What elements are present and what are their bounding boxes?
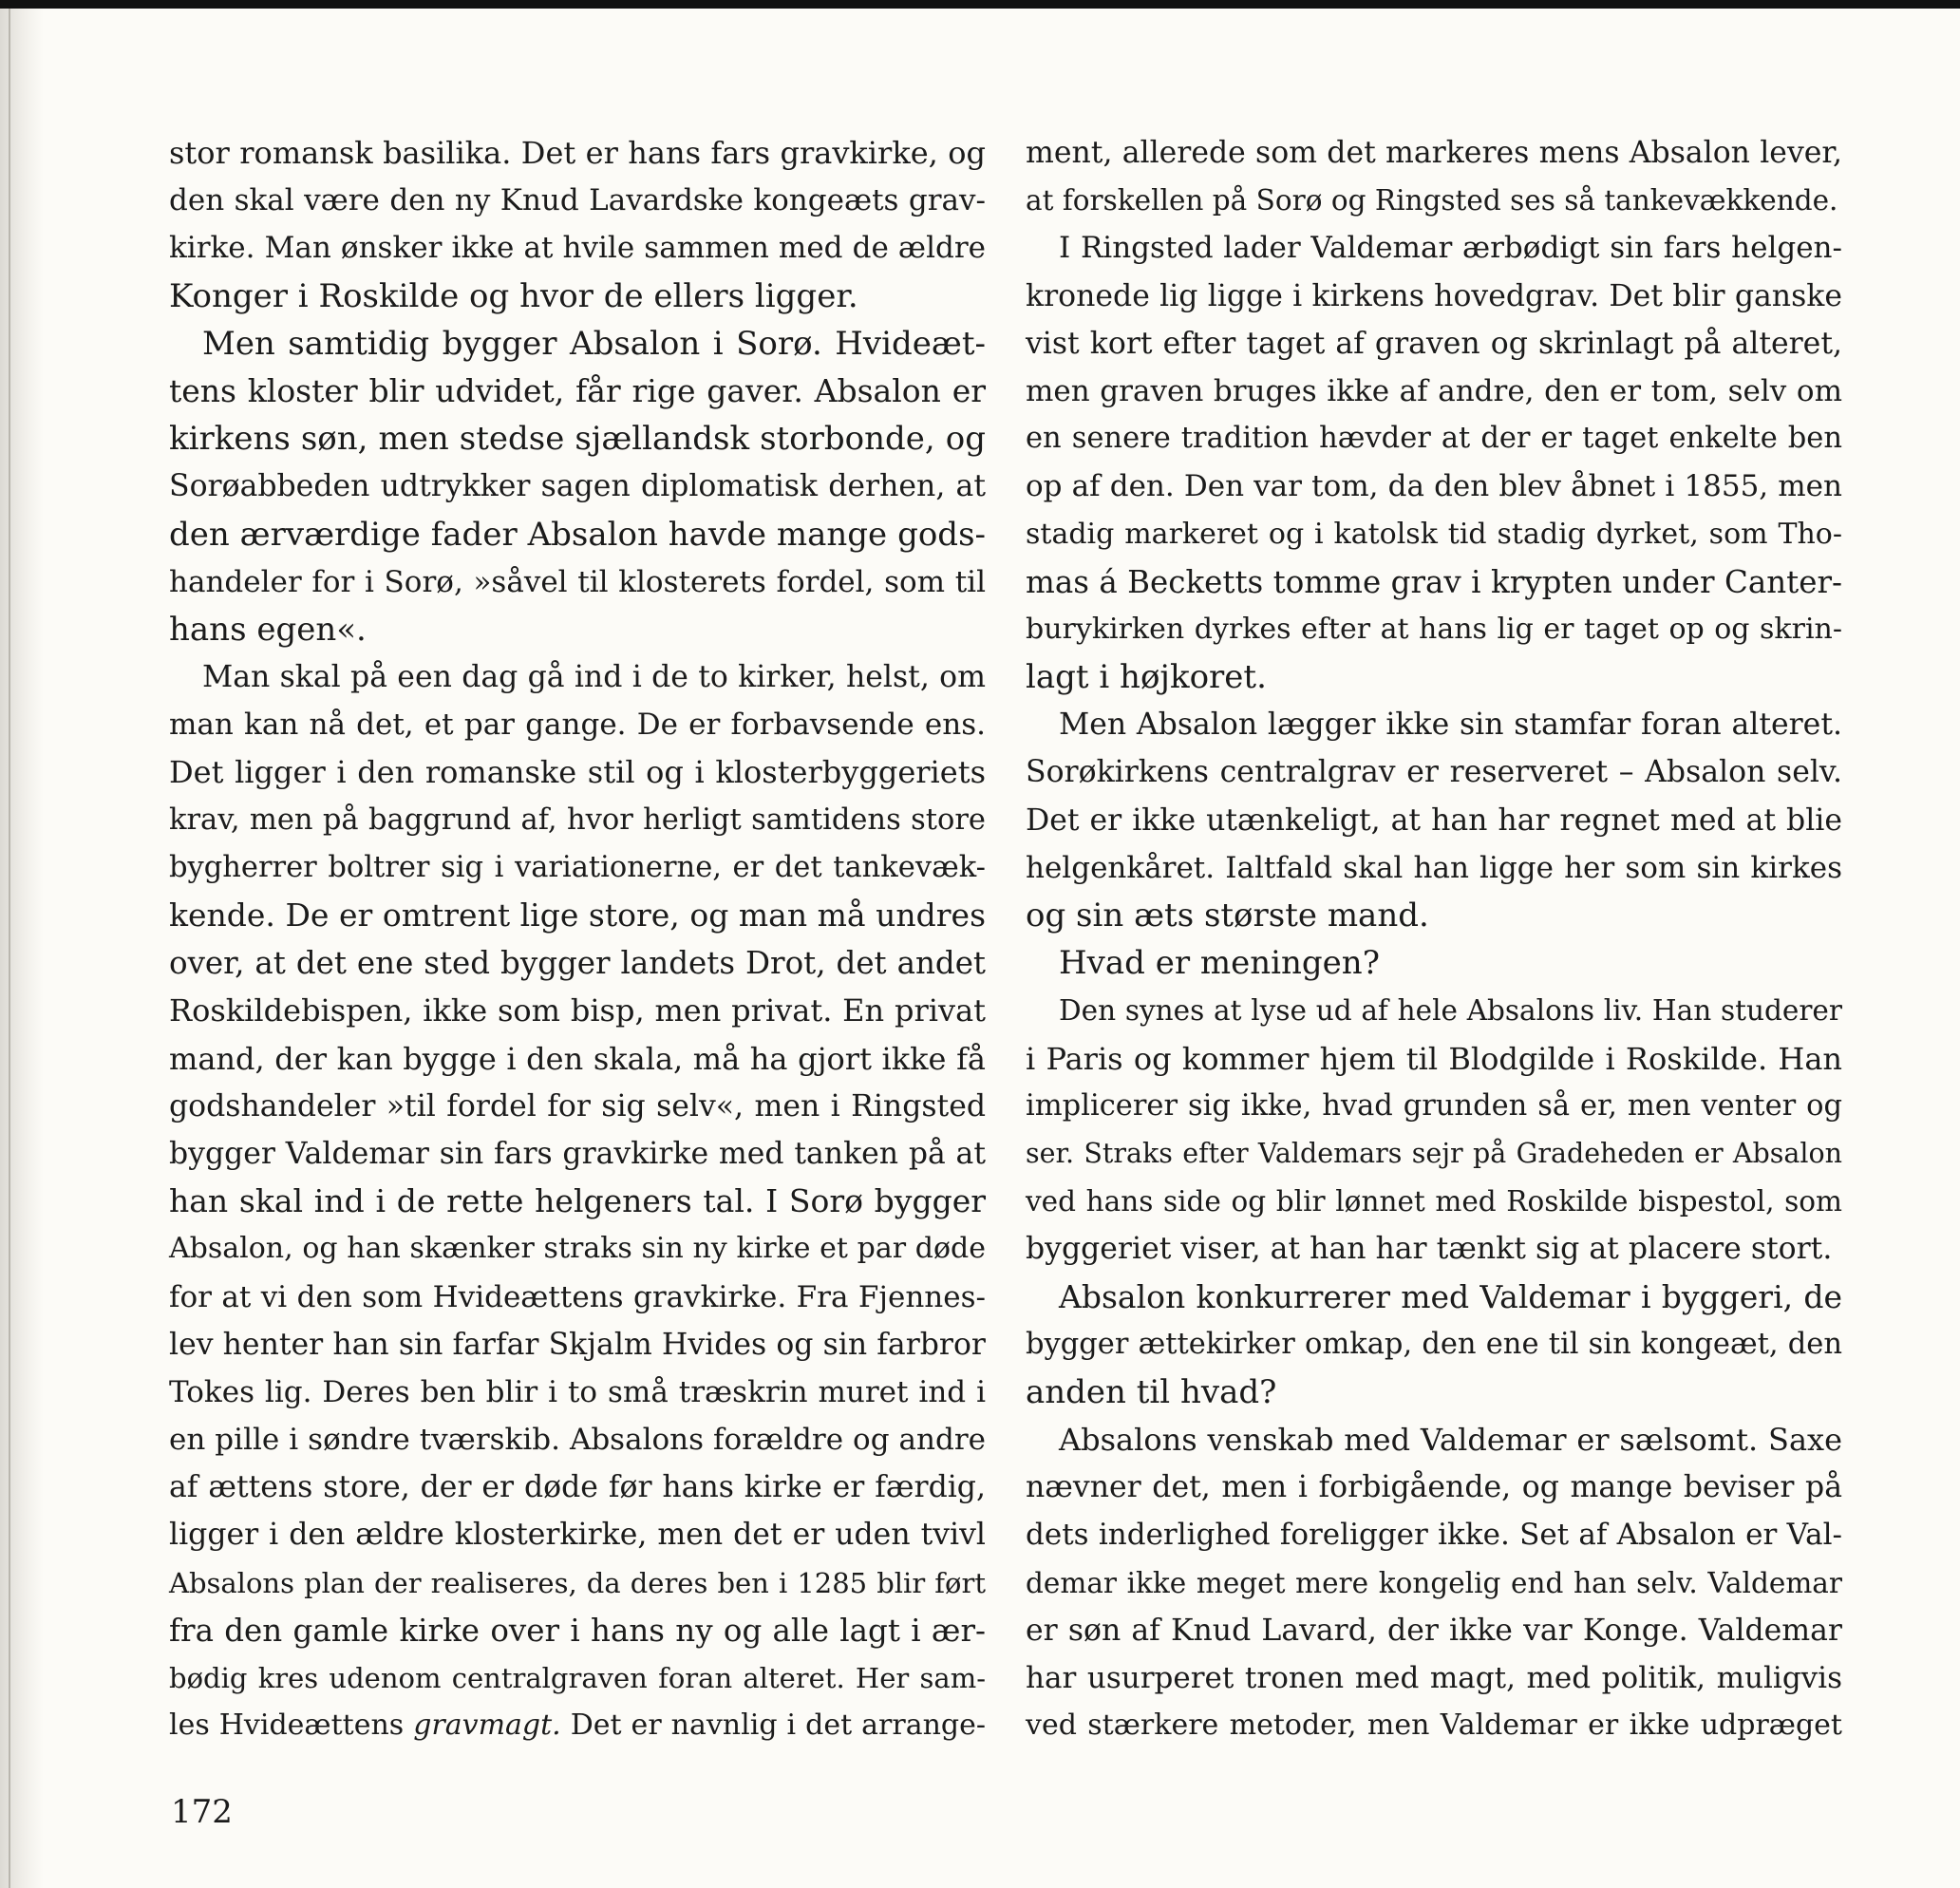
text-line: demar ikke meget mere kongelig end han selv. Valdemar xyxy=(1026,1566,1842,1599)
text-run: Det er navnlig i det arrange- xyxy=(560,1709,986,1743)
text-line: hans egen«. xyxy=(169,610,367,649)
text-line: ved stærkere metoder, men Valdemar er ikke udpræget xyxy=(1026,1709,1842,1743)
text-line: Roskildebispen, ikke som bisp, men privat. En privat xyxy=(169,992,986,1029)
text-line: Absalons venskab med Valdemar er sælsomt. Saxe xyxy=(1059,1422,1842,1459)
text-line: han skal ind i de rette helgeners tal. I Sorø bygger xyxy=(169,1182,986,1220)
text-line: dets inderlighed foreligger ikke. Set af Absalon er Val- xyxy=(1026,1518,1842,1553)
left-text-column xyxy=(169,129,986,1749)
text-line: burykirken dyrkes efter at hans lig er taget op og skrin- xyxy=(1026,612,1842,646)
text-line: lev henter han sin farfar Skjalm Hvides og sin farbror xyxy=(169,1327,986,1362)
binding-edge-shadow xyxy=(0,9,44,1888)
text-line: den skal være den ny Knud Lavardske kongeæts grav- xyxy=(169,183,986,218)
text-line: kirkens søn, men stedse sjællandsk storbonde, og xyxy=(169,420,986,459)
text-line: fra den gamle kirke over i hans ny og alle lagt i ær- xyxy=(169,1612,986,1649)
text-line: bødig kres udenom centralgraven foran alteret. Her sam- xyxy=(169,1662,986,1694)
text-line: vist kort efter taget af graven og skrinlagt på alteret, xyxy=(1026,326,1842,361)
text-line: Det er ikke utænkeligt, at han har regnet med at blie xyxy=(1026,802,1842,838)
text-line: ved hans side og blir lønnet med Roskilde bispestol, som xyxy=(1026,1185,1842,1218)
text-line: for at vi den som Hvideættens gravkirke. Fra Fjennes- xyxy=(169,1279,986,1314)
text-line: Sorøabbeden udtrykker sagen diplomatisk derhen, at xyxy=(169,469,986,504)
text-line: mas á Becketts tomme grav i krypten under Canter- xyxy=(1026,563,1842,600)
right-text-column xyxy=(1026,129,1842,1749)
text-line: Hvad er meningen? xyxy=(1059,944,1380,983)
text-line: den ærværdige fader Absalon havde mange gods- xyxy=(169,515,986,554)
text-line: Konger i Roskilde og hvor de ellers ligger. xyxy=(169,276,858,315)
text-line: men graven bruges ikke af andre, den er tom, selv om xyxy=(1026,373,1842,408)
text-line: Men samtidig bygger Absalon i Sorø. Hvideæt- xyxy=(202,324,986,363)
text-line: op af den. Den var tom, da den blev åbnet i 1855, men xyxy=(1026,469,1842,504)
text-line: Sorøkirkens centralgrav er reserveret – Absalon selv. xyxy=(1026,755,1842,790)
text-line: lagt i højkoret. xyxy=(1026,658,1267,697)
text-line: stor romansk basilika. Det er hans fars gravkirke, og xyxy=(169,135,986,171)
text-line: ser. Straks efter Valdemars sejr på Gradeheden er Absalon xyxy=(1026,1137,1842,1169)
text-line: og sin æts største mand. xyxy=(1026,897,1429,935)
text-line: en pille i søndre tværskib. Absalons forældre og andre xyxy=(169,1423,986,1458)
top-edge-rule xyxy=(0,0,1960,9)
text-line: Man skal på een dag gå ind i de to kirker, helst, om xyxy=(202,660,986,695)
text-line: bygger ættekirker omkap, den ene til sin kongeæt, den xyxy=(1026,1327,1842,1361)
text-line: en senere tradition hævder at der er taget enkelte ben xyxy=(1026,422,1842,456)
text-line: er søn af Knud Lavard, der ikke var Konge. Valdemar xyxy=(1026,1613,1842,1648)
binding-edge-line xyxy=(9,9,10,1888)
text-line: kende. De er omtrent lige store, og man må undres xyxy=(169,897,986,934)
text-line: stadig markeret og i katolsk tid stadig dyrket, som Tho- xyxy=(1026,517,1842,551)
text-line: Tokes lig. Deres ben blir i to små træskrin muret ind i xyxy=(169,1374,986,1409)
text-line: tens kloster blir udvidet, får rige gaver. Absalon er xyxy=(169,371,986,409)
text-line: bygger Valdemar sin fars gravkirke med tanken på at xyxy=(169,1136,986,1171)
text-line: I Ringsted lader Valdemar ærbødigt sin fars helgen- xyxy=(1059,231,1842,266)
text-line: mand, der kan bygge i den skala, må ha gjort ikke få xyxy=(169,1040,986,1077)
text-line: anden til hvad? xyxy=(1026,1372,1277,1411)
text-line: Absalon konkurrerer med Valdemar i byggeri, de xyxy=(1059,1277,1842,1315)
text-line: Den synes at lyse ud af hele Absalons liv. Han studerer xyxy=(1059,994,1842,1028)
text-line: byggeriet viser, at han har tænkt sig at placere stort. xyxy=(1026,1232,1833,1267)
text-line: handeler for i Sorø, »såvel til klosterets fordel, som til xyxy=(169,564,986,599)
text-line: kirke. Man ønsker ikke at hvile sammen med de ældre xyxy=(169,231,986,266)
text-line: kronede lig ligge i kirkens hovedgrav. Det blir ganske xyxy=(1026,278,1842,313)
text-line: bygherrer boltrer sig i variationerne, er det tankevæk- xyxy=(169,850,986,884)
text-line: Men Absalon lægger ikke sin stamfar foran alteret. xyxy=(1059,708,1842,743)
text-run: les Hvideættens xyxy=(169,1709,414,1743)
page-number: 172 xyxy=(171,1793,233,1831)
text-line: over, at det ene sted bygger landets Drot, det andet xyxy=(169,945,986,982)
text-line: ment, allerede som det markeres mens Absalon lever, xyxy=(1026,136,1842,170)
text-line: godshandeler »til fordel for sig selv«, men i Ringsted xyxy=(169,1088,986,1123)
text-line: Absalon, og han skænker straks sin ny kirke et par døde xyxy=(169,1232,986,1266)
text-line: af ættens store, der er døde før hans kirke er færdig, xyxy=(169,1470,986,1505)
emphasized-word: gravmagt. xyxy=(413,1709,561,1743)
text-line: i Paris og kommer hjem til Blodgilde i Roskilde. Han xyxy=(1026,1040,1842,1077)
text-line: har usurperet tronen med magt, med politik, muligvis xyxy=(1026,1661,1842,1695)
text-line: Absalons plan der realiseres, da deres ben i 1285 blir ført xyxy=(169,1566,986,1599)
text-line: man kan nå det, et par gange. De er forbavsende ens. xyxy=(169,708,986,743)
text-line: helgenkåret. Ialtfald skal han ligge her som sin kirkes xyxy=(1026,850,1842,885)
text-line: Det ligger i den romanske stil og i klosterbyggeriets xyxy=(169,754,986,791)
text-line: implicerer sig ikke, hvad grunden så er, men venter og xyxy=(1026,1088,1842,1123)
text-line xyxy=(169,1702,986,1749)
text-line: nævner det, men i forbigående, og mange beviser på xyxy=(1026,1470,1842,1505)
text-line: krav, men på baggrund af, hvor herligt samtidens store xyxy=(169,802,986,837)
text-line: ligger i den ældre klosterkirke, men det er uden tvivl xyxy=(169,1518,986,1553)
text-line: at forskellen på Sorø og Ringsted ses så tankevækkende. xyxy=(1026,184,1838,217)
